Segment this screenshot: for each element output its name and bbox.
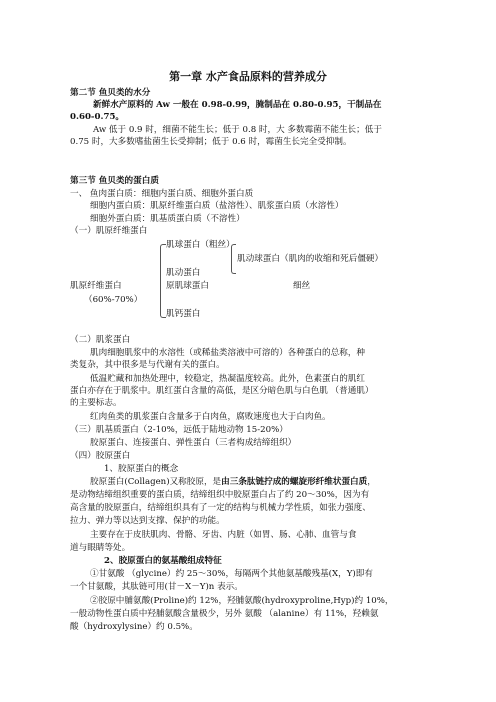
thin-filament-label: 细丝 — [293, 281, 311, 291]
aw-range-line-2: 0.60-0.75。 — [70, 112, 125, 122]
chapter-title: 第一章 水产食品原料的营养成分 — [169, 70, 327, 83]
myosin-label: 肌球蛋白（粗丝） — [166, 240, 235, 250]
subheading-stroma: （三）肌基质蛋白（2-10%，远低于陆地动物 15-20%） — [70, 425, 288, 435]
collagen-def-line-2: 是动物结缔组织重要的蛋白质，结缔组织中胶原蛋白占了约 20～30%，因为有 — [70, 490, 370, 500]
proline-line-3: 酸（hydroxylysine）约 0.5%。 — [70, 622, 198, 632]
sarcoplasmic-line-1: 肌肉细胞肌浆中的水溶性（或稀盐类溶液中可溶的）各种蛋白的总称，种 — [90, 348, 366, 358]
collagen-concept-heading: 1、胶原蛋白的概念 — [104, 464, 179, 474]
stroma-components-line: 胶原蛋白、连接蛋白、弹性蛋白（三者构成结缔组织） — [90, 438, 297, 448]
troponin-label: 肌钙蛋白 — [166, 309, 201, 319]
subheading-myofibrillar: （一）肌原纤维蛋白 — [70, 226, 148, 236]
actin-label: 肌动蛋白 — [166, 268, 201, 278]
section-3-heading: 第三节 鱼贝类的蛋白质 — [70, 176, 159, 186]
subheading-sarcoplasmic: （二）肌浆蛋白 — [70, 335, 131, 345]
main-brace — [160, 244, 166, 318]
actomyosin-brace — [231, 244, 236, 274]
collagen-def-line-4: 拉力、弹力等以达到支撑、保护的功能。 — [70, 516, 225, 526]
proline-line-2: 一般动物性蛋白质中羟脯氨酸含量极少，另外 氨酸 （alanine）有 11%，羟赖氨 — [70, 609, 379, 619]
intracellular-protein-line: 细胞内蛋白质：肌原纤维蛋白质（盐溶性）、肌浆蛋白质（水溶性） — [90, 201, 344, 211]
collagen-location-line-1: 主要存在于皮肤肌肉、骨骼、牙齿、内脏（如胃、肠、心肺、血管与食 — [90, 530, 357, 540]
tropomyosin-label: 原肌球蛋白 — [166, 281, 209, 291]
actomyosin-label: 肌动球蛋白（肌肉的收缩和死后僵硬） — [237, 254, 384, 264]
stability-line-3: 的主要标志。 — [70, 398, 122, 408]
collagen-def-line-3: 高含量的胶原蛋白，结缔组织具有了一定的结构与机械力学性质，如张力强度、 — [70, 503, 371, 513]
myofibrillar-root-label: 肌原纤维蛋白 — [70, 281, 122, 291]
red-fish-line: 红肉鱼类的肌浆蛋白含量多于白肉鱼，腐败速度也大于白肉鱼。 — [90, 412, 331, 422]
stability-line-1: 低温贮藏和加热处理中，较稳定，热凝温度较高。此外，色素蛋白的肌红 — [90, 374, 366, 384]
section-2-heading: 第二节 鱼贝类的水分 — [70, 88, 151, 98]
collagen-def-comma: ， — [367, 477, 376, 487]
collagen-location-line-2: 道与眼睛等处。 — [70, 543, 131, 553]
glycine-line-1: ①甘氨酸 （glycine）约 25～30%，每隔两个其他氨基酸残基(X，Y)即有 — [90, 569, 373, 579]
myofibrillar-percent: （60%-70%） — [84, 295, 143, 305]
collagen-def-bold: 由三条肽链拧成的螺旋形纤维状蛋白质 — [221, 477, 368, 487]
fish-protein-line: 一、 鱼肉蛋白质：细胞内蛋白质、细胞外蛋白质 — [70, 189, 254, 199]
extracellular-protein-line: 细胞外蛋白质：肌基质蛋白质（不溶性） — [90, 214, 245, 224]
amino-acid-heading: 2、胶原蛋白的氨基酸组成特征 — [104, 556, 222, 566]
collagen-def-line-1 — [90, 477, 376, 488]
proline-line-1: ②胶原中脯氨酸(Proline)约 12%，羟脯氨酸(hydroxyproline,Hyp)约 10%， — [90, 596, 394, 606]
aw-text-line-1: Aw 低于 0.9 时，细菌不能生长；低于 0.8 时，大 多数霉菌不能生长；低于 — [93, 125, 382, 135]
glycine-line-2: 一个甘氨酸，其肽链可用(甘－X－Y)n 表示。 — [70, 582, 243, 592]
subheading-collagen: （四）胶原蛋白 — [70, 451, 131, 461]
collagen-def-intro: 胶原蛋白(Collagen)又称胶原，是 — [90, 477, 222, 487]
aw-text-line-2: 0.75 时，大多数嗜盐菌生长受抑制；低于 0.6 时，霉菌生长完全受抑制。 — [70, 137, 352, 147]
aw-range-line-1: 新鲜水产原料的 Aw 一般在 0.98-0.99，腌制品在 0.80-0.95，干制品在 — [93, 100, 382, 110]
stability-line-2: 蛋白亦存在于肌浆中。肌红蛋白含量的高低，是区分暗色肌与白色肌 （普通肌） — [70, 386, 374, 396]
sarcoplasmic-line-2: 类复杂，其中很多是与代谢有关的蛋白。 — [70, 360, 225, 370]
